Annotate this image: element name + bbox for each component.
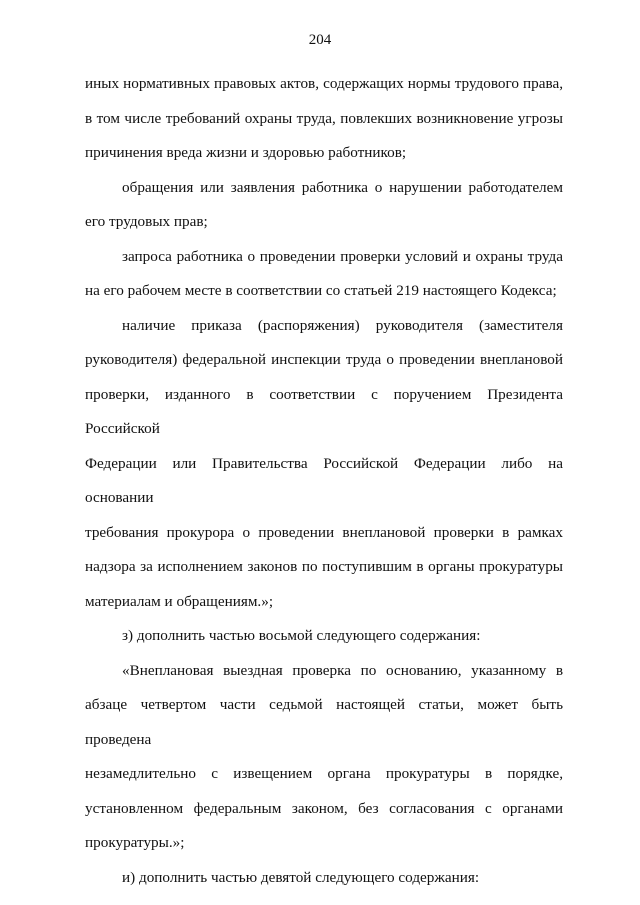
text-line: «Внеплановая выездная проверка по основанию, указанному в xyxy=(122,661,563,679)
text-line: причинения вреда жизни и здоровью работников; xyxy=(85,144,407,161)
text-line: надзора за исполнением законов по поступившим в органы прокуратуры xyxy=(85,558,563,575)
text-line: незамедлительно с извещением органа прокуратуры в порядке, xyxy=(85,765,563,782)
paragraph xyxy=(85,619,563,654)
text-line: з) дополнить частью восьмой следующего содержания: xyxy=(122,627,481,644)
text-line: проверки, изданного в соответствии с поручением Президента Российской xyxy=(85,385,563,437)
text-line: Федерации или Правительства Российской Федерации либо на основании xyxy=(85,454,563,506)
text-line: на его рабочем месте в соответствии со статьей 219 настоящего Кодекса; xyxy=(85,282,557,299)
paragraph xyxy=(85,67,563,171)
text-line: материалам и обращениям.»; xyxy=(85,592,274,610)
text-line: обращения или заявления работника о нарушении работодателем xyxy=(122,178,563,196)
paragraph xyxy=(85,861,563,896)
text-line: наличие приказа (распоряжения) руководителя (заместителя xyxy=(122,316,563,334)
text-line: прокуратуры.»; xyxy=(85,834,185,851)
body-text xyxy=(85,67,563,895)
text-line: в том числе требований охраны труда, повлекших возникновение угрозы xyxy=(85,109,563,127)
text-line: руководителя) федеральной инспекции труда о проведении внеплановой xyxy=(85,351,563,368)
paragraph xyxy=(85,654,563,861)
paragraph xyxy=(85,309,563,620)
text-line: запроса работника о проведении проверки условий и охраны труда xyxy=(122,247,563,265)
text-line: его трудовых прав; xyxy=(85,213,208,230)
text-line: и) дополнить частью девятой следующего содержания: xyxy=(122,868,480,886)
text-line: абзаце четвертом части седьмой настоящей статьи, может быть проведена xyxy=(85,696,563,748)
text-line: иных нормативных правовых актов, содержащих нормы трудового права, xyxy=(85,75,563,92)
paragraph xyxy=(85,171,563,240)
text-line: установленном федеральным законом, без согласования с органами xyxy=(85,799,563,817)
text-line: требования прокурора о проведении внеплановой проверки в рамках xyxy=(85,523,563,541)
page-number: 204 xyxy=(308,32,332,48)
paragraph xyxy=(85,240,563,309)
